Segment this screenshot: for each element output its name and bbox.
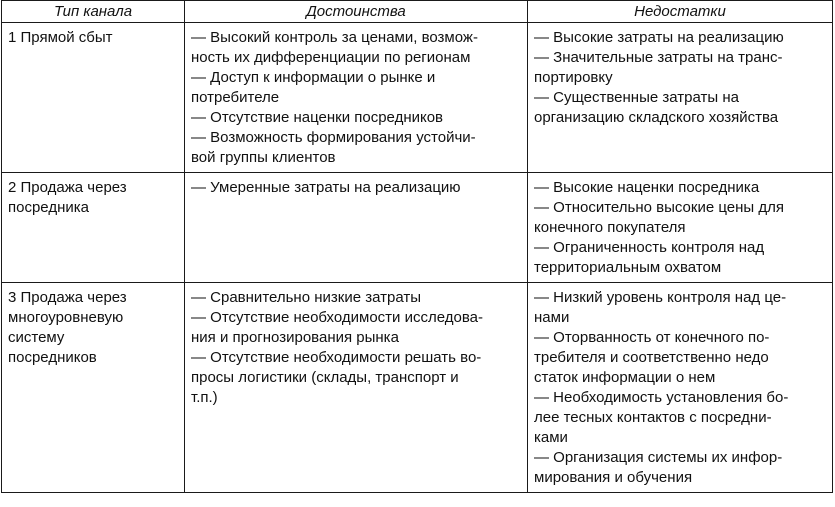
header-disadvantages: Недостатки <box>528 1 833 23</box>
table-row <box>2 283 833 493</box>
disadvantages-cell <box>528 23 833 173</box>
disadvantage-line: — Существенные затраты на <box>534 89 739 106</box>
channel-type-line: посредников <box>8 349 97 366</box>
disadvantage-line: — Высокие затраты на реализацию <box>534 29 784 46</box>
advantage-line: — Умеренные затраты на реализацию <box>191 179 461 196</box>
disadvantage-line: — Значительные затраты на транс- <box>534 49 783 66</box>
disadvantages-cell <box>528 283 833 493</box>
advantages-cell <box>185 283 528 493</box>
disadvantage-line: — Низкий уровень контроля над це- <box>534 289 787 306</box>
header-advantages: Достоинства <box>185 1 528 23</box>
advantage-line: ния и прогнозирования рынка <box>191 329 399 346</box>
disadvantage-line: — Оторванность от конечного по- <box>534 329 770 346</box>
advantage-line: вой группы клиентов <box>191 149 336 166</box>
advantage-line: — Возможность формирования устойчи- <box>191 129 476 146</box>
channel-type-line: 2 Продажа через <box>8 179 127 196</box>
advantages-cell <box>185 23 528 173</box>
table-row <box>2 23 833 173</box>
channel-type-line: многоуровневую <box>8 309 124 326</box>
channel-type-line: систему <box>8 329 65 346</box>
channel-type-line: 3 Продажа через <box>8 289 127 306</box>
disadvantage-line: портировку <box>534 69 613 86</box>
advantages-cell <box>185 173 528 283</box>
disadvantage-line: лее тесных контактов с посредни- <box>534 409 772 426</box>
header-channel-type: Тип канала <box>2 1 185 23</box>
advantage-line: — Отсутствие наценки посредников <box>191 109 444 126</box>
advantage-line: просы логистики (склады, транспорт и <box>191 369 459 386</box>
disadvantage-line: конечного покупателя <box>534 219 686 236</box>
disadvantage-line: ками <box>534 429 568 446</box>
channel-type-line: 1 Прямой сбыт <box>8 29 113 46</box>
channel-type-cell <box>2 23 185 173</box>
advantage-line: потребителе <box>191 89 280 106</box>
channel-type-cell <box>2 173 185 283</box>
disadvantage-line: — Относительно высокие цены для <box>534 199 784 216</box>
advantage-line: — Сравнительно низкие затраты <box>191 289 421 306</box>
disadvantage-line: — Ограниченность контроля над <box>534 239 765 256</box>
advantage-line: — Отсутствие необходимости исследова- <box>191 309 483 326</box>
advantage-line: ность их дифференциации по регионам <box>191 49 471 66</box>
disadvantages-cell <box>528 173 833 283</box>
disadvantage-line: статок информации о нем <box>534 369 716 386</box>
disadvantage-line: мирования и обучения <box>534 469 693 486</box>
disadvantage-line: нами <box>534 309 570 326</box>
advantage-line: — Высокий контроль за ценами, возмож- <box>191 29 478 46</box>
disadvantage-line: — Необходимость установления бо- <box>534 389 789 406</box>
disadvantage-line: — Высокие наценки посредника <box>534 179 760 196</box>
advantage-line: т.п.) <box>191 389 218 406</box>
channel-type-line: посредника <box>8 199 89 216</box>
disadvantage-line: — Организация системы их инфор- <box>534 449 783 466</box>
advantage-line: — Доступ к информации о рынке и <box>191 69 436 86</box>
table-row <box>2 173 833 283</box>
disadvantage-line: территориальным охватом <box>534 259 722 276</box>
distribution-channels-table <box>1 0 833 493</box>
advantage-line: — Отсутствие необходимости решать во- <box>191 349 482 366</box>
disadvantage-line: требителя и соответственно недо <box>534 349 769 366</box>
table-header-row <box>2 1 833 23</box>
disadvantage-line: организацию складского хозяйства <box>534 109 779 126</box>
channel-type-cell <box>2 283 185 493</box>
